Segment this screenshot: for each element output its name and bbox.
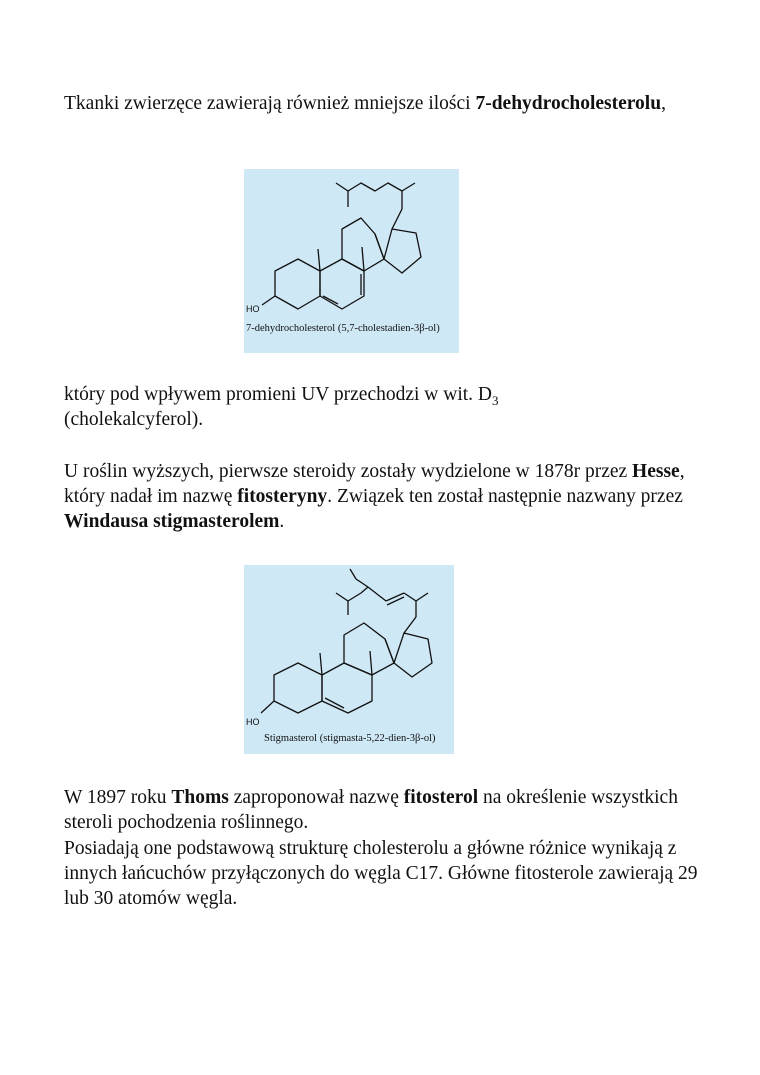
intro-tail: , bbox=[661, 93, 666, 114]
figure-7-dehydrocholesterol bbox=[244, 169, 459, 353]
figure-caption: Stigmasterol (stigmasta-5,22-dien-3β-ol) bbox=[264, 733, 436, 744]
paragraph-structure bbox=[64, 836, 704, 911]
uv-text-2: (cholekalcyferol). bbox=[64, 409, 204, 430]
plants-text-2: , który nadał im nazwę bbox=[64, 461, 685, 507]
hydroxyl-label: HO bbox=[246, 304, 260, 314]
thoms-bold-fitosterol: fitosterol bbox=[403, 787, 479, 808]
plants-text-4: . bbox=[279, 511, 285, 532]
plants-text-3: . Związek ten został następnie nazwany przez bbox=[327, 486, 683, 507]
structure-stigmasterol bbox=[244, 565, 454, 754]
thoms-text-1: W 1897 roku bbox=[64, 787, 172, 808]
intro-bold-compound: 7-dehydrocholesterolu bbox=[475, 93, 662, 114]
figure-caption: 7-dehydrocholesterol (5,7-cholestadien-3β-ol) bbox=[246, 323, 440, 334]
plants-bold-fitosteryny: fitosteryny bbox=[237, 486, 328, 507]
paragraph-uv bbox=[64, 382, 704, 432]
plants-bold-windaus: Windausa stigmasterolem bbox=[64, 511, 280, 532]
thoms-text-3: na określenie wszystkich steroli pochodzenia roślinnego. bbox=[64, 787, 678, 833]
paragraph-thoms bbox=[64, 785, 704, 835]
paragraph-intro bbox=[64, 91, 704, 116]
intro-text: Tkanki zwierzęce zawierają również mniejsze ilości bbox=[64, 93, 476, 114]
plants-text-1: U roślin wyższych, pierwsze steroidy zostały wydzielone w 1878r przez bbox=[64, 461, 633, 482]
thoms-text-2: zaproponował nazwę bbox=[228, 787, 404, 808]
uv-subscript: 3 bbox=[492, 392, 499, 408]
figure-stigmasterol bbox=[244, 565, 454, 754]
paragraph-plants bbox=[64, 459, 704, 534]
structure-text: Posiadają one podstawową strukturę cholesterolu a główne różnice wynikają z innych łańcuchów przyłączonych do węgla C17. Główne fitosterole zawierają 29 lub 30 atomów węgla. bbox=[64, 838, 698, 909]
uv-text: który pod wpływem promieni UV przechodzi w wit. D bbox=[64, 384, 493, 405]
plants-bold-hesse: Hesse bbox=[632, 461, 680, 482]
hydroxyl-label: HO bbox=[246, 717, 260, 727]
thoms-bold-name: Thoms bbox=[171, 787, 229, 808]
